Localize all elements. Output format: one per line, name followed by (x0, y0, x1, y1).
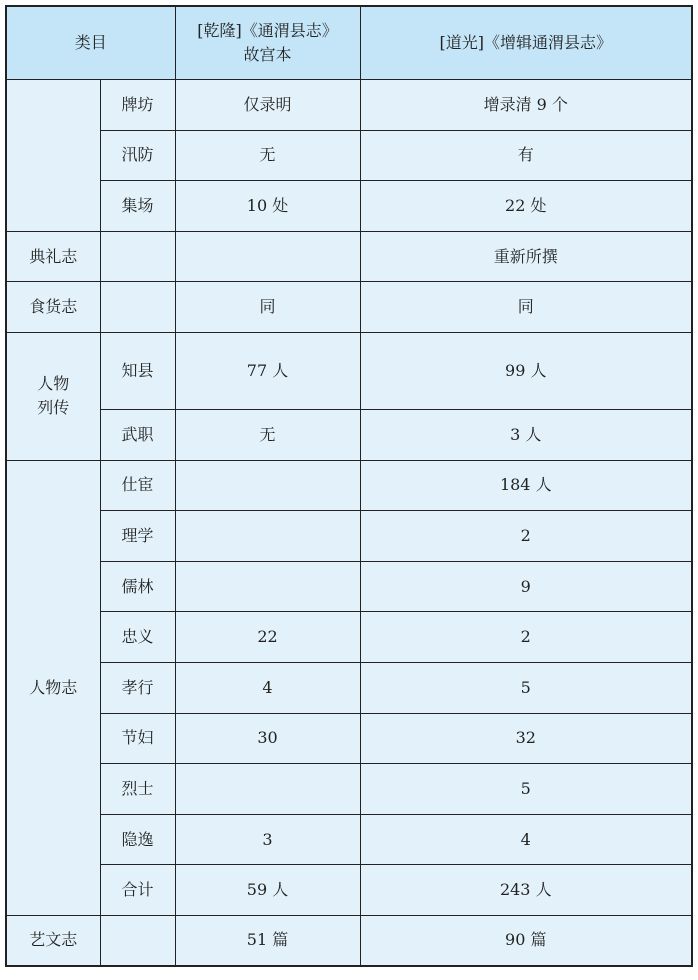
subcategory-cell: 儒林 (100, 561, 175, 612)
table-row (6, 511, 692, 562)
table-row (6, 561, 692, 612)
daoguang-cell: 有 (360, 130, 692, 181)
subcategory-cell: 理学 (100, 511, 175, 562)
qianlong-cell: 22 (175, 612, 360, 663)
subcategory-cell (100, 231, 175, 282)
daoguang-cell: 增录清 9 个 (360, 80, 692, 131)
daoguang-cell: 2 (360, 612, 692, 663)
table-row (6, 865, 692, 916)
category-cell: 艺文志 (6, 915, 100, 966)
table-row (6, 662, 692, 713)
daoguang-cell: 4 (360, 814, 692, 865)
category-line: 人物 (37, 374, 70, 394)
qianlong-cell (175, 561, 360, 612)
table-row (6, 612, 692, 663)
header-qianlong-edition: 故宫本 (243, 45, 292, 64)
daoguang-cell: 5 (360, 764, 692, 815)
table-row (6, 409, 692, 460)
table-row (6, 915, 692, 966)
daoguang-cell: 同 (360, 282, 692, 333)
daoguang-cell: 184 人 (360, 460, 692, 511)
qianlong-cell (175, 764, 360, 815)
daoguang-cell: 32 (360, 713, 692, 764)
comparison-table (5, 5, 693, 967)
table-row (6, 460, 692, 511)
subcategory-cell: 忠义 (100, 612, 175, 663)
table-row (6, 80, 692, 131)
table-row (6, 130, 692, 181)
subcategory-cell: 仕宦 (100, 460, 175, 511)
header-category: 类目 (6, 6, 175, 80)
table-row (6, 814, 692, 865)
subcategory-cell: 牌坊 (100, 80, 175, 131)
qianlong-cell (175, 231, 360, 282)
subcategory-cell (100, 282, 175, 333)
category-line: 列传 (37, 398, 70, 418)
qianlong-cell: 无 (175, 409, 360, 460)
subcategory-cell (100, 915, 175, 966)
daoguang-cell: 2 (360, 511, 692, 562)
daoguang-cell: 90 篇 (360, 915, 692, 966)
category-cell (6, 80, 100, 232)
qianlong-cell: 51 篇 (175, 915, 360, 966)
subcategory-cell: 合计 (100, 865, 175, 916)
daoguang-cell: 243 人 (360, 865, 692, 916)
category-cell (6, 332, 100, 460)
daoguang-cell: 3 人 (360, 409, 692, 460)
daoguang-cell: 22 处 (360, 181, 692, 232)
subcategory-cell: 孝行 (100, 662, 175, 713)
qianlong-cell: 同 (175, 282, 360, 333)
category-cell: 食货志 (6, 282, 100, 333)
qianlong-cell: 77 人 (175, 332, 360, 409)
subcategory-cell: 烈士 (100, 764, 175, 815)
qianlong-cell: 仅录明 (175, 80, 360, 131)
qianlong-cell (175, 460, 360, 511)
category-cell: 典礼志 (6, 231, 100, 282)
subcategory-cell: 节妇 (100, 713, 175, 764)
table-row (6, 764, 692, 815)
table-row (6, 231, 692, 282)
qianlong-cell: 30 (175, 713, 360, 764)
subcategory-cell: 隐逸 (100, 814, 175, 865)
qianlong-cell: 3 (175, 814, 360, 865)
table-row (6, 713, 692, 764)
subcategory-cell: 知县 (100, 332, 175, 409)
qianlong-cell: 10 处 (175, 181, 360, 232)
daoguang-cell: 重新所撰 (360, 231, 692, 282)
table-row (6, 282, 692, 333)
table-row (6, 332, 692, 409)
qianlong-cell: 59 人 (175, 865, 360, 916)
table-row (6, 181, 692, 232)
daoguang-cell: 99 人 (360, 332, 692, 409)
header-qianlong-title: [乾隆]《通渭县志》 (197, 21, 338, 40)
comparison-table-container (5, 5, 691, 967)
qianlong-cell: 4 (175, 662, 360, 713)
qianlong-cell (175, 511, 360, 562)
qianlong-cell: 无 (175, 130, 360, 181)
daoguang-cell: 9 (360, 561, 692, 612)
subcategory-cell: 武职 (100, 409, 175, 460)
header-row (6, 6, 692, 80)
daoguang-cell: 5 (360, 662, 692, 713)
header-daoguang: [道光]《增辑通渭县志》 (360, 6, 692, 80)
header-qianlong (175, 6, 360, 80)
subcategory-cell: 集场 (100, 181, 175, 232)
category-cell: 人物志 (6, 460, 100, 915)
subcategory-cell: 汛防 (100, 130, 175, 181)
